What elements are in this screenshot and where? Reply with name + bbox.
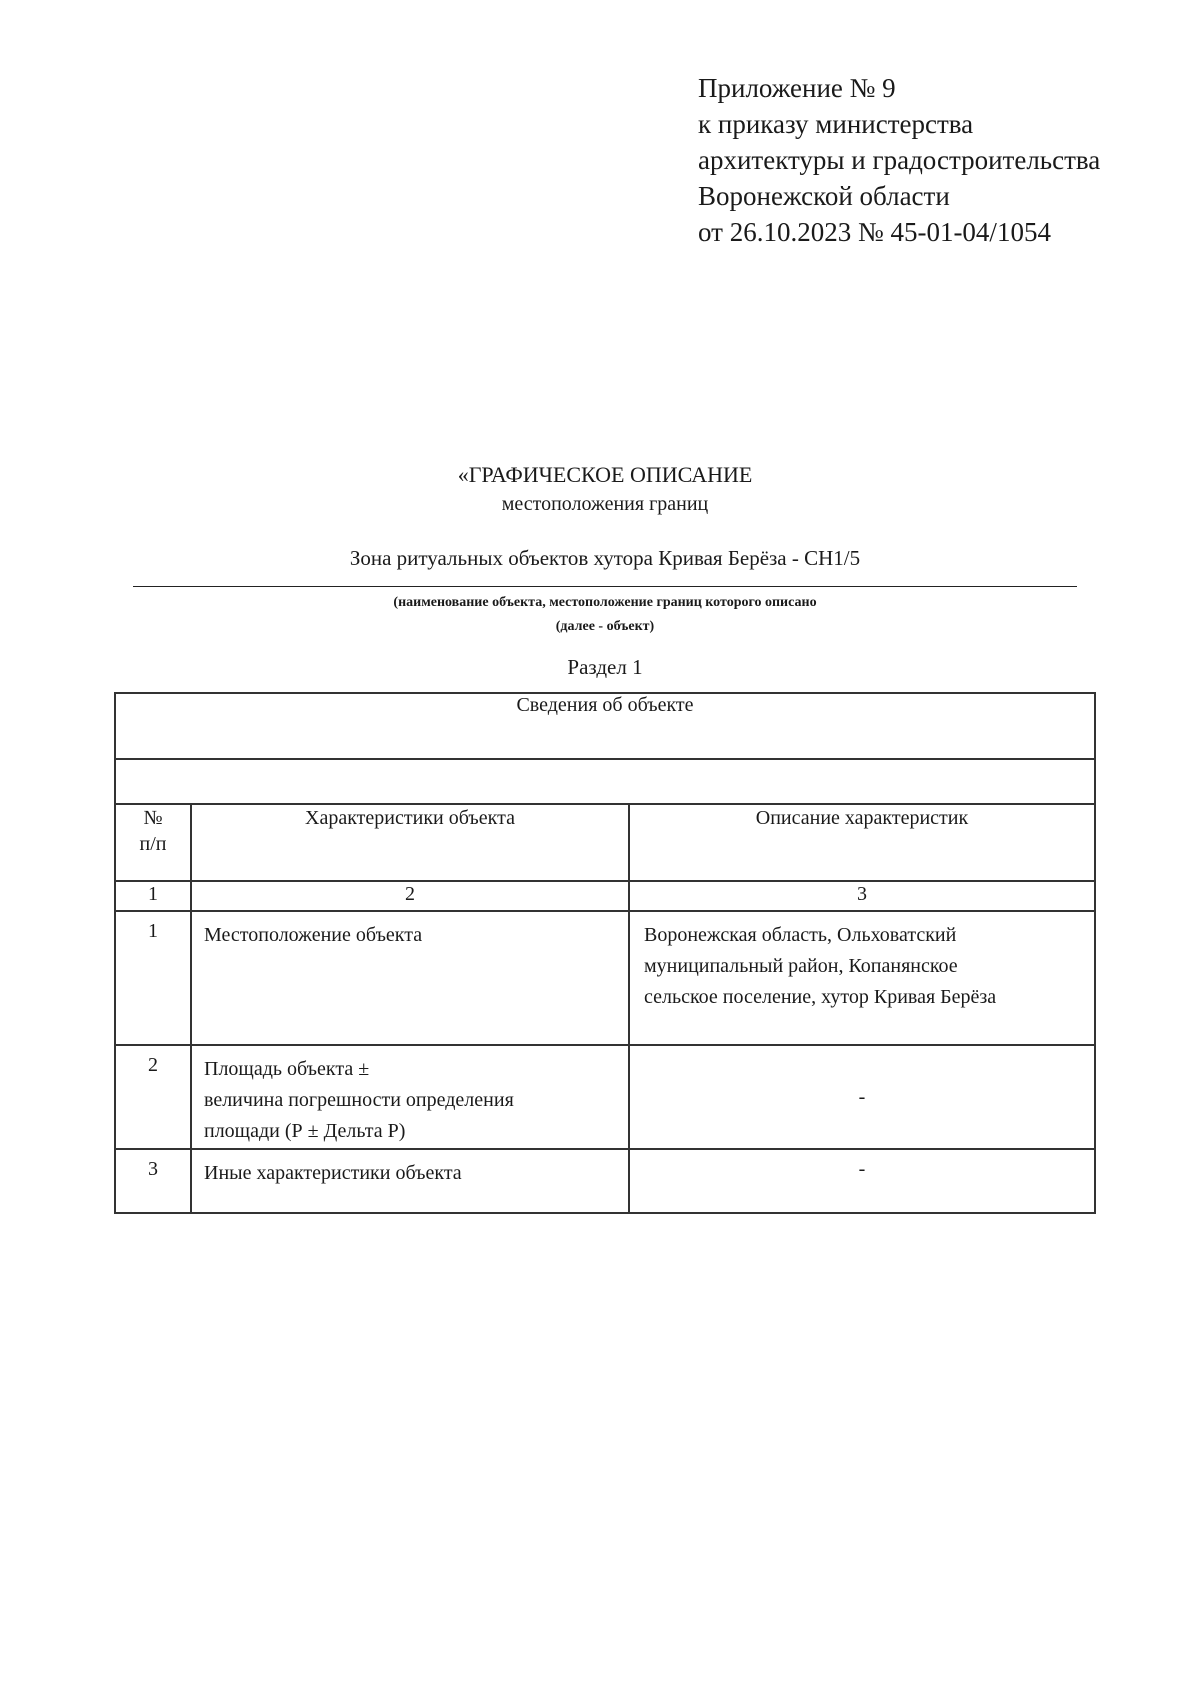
annex-order-line: к приказу министерства <box>698 109 974 139</box>
row-number: 3 <box>115 1149 191 1213</box>
row-number: 2 <box>115 1045 191 1149</box>
row-description-line: - <box>858 1158 866 1180</box>
document-title: «ГРАФИЧЕСКОЕ ОПИСАНИЕ <box>457 462 753 487</box>
table-row <box>115 911 1095 1045</box>
column-header-number <box>115 804 191 881</box>
empty-cell <box>115 759 1095 804</box>
object-name-underline <box>133 586 1077 587</box>
table-empty-row <box>115 759 1095 804</box>
annex-date-number: от 26.10.2023 № 45-01-04/1054 <box>698 217 1051 247</box>
row-characteristic-line: Иные характеристики объекта <box>204 1162 462 1184</box>
row-description-line: Воронежская область, Ольховатский <box>644 924 957 946</box>
row-description-line: - <box>858 1085 866 1108</box>
object-name: Зона ритуальных объектов хутора Кривая Берёза - СН1/5 <box>349 546 861 570</box>
table-title-row <box>115 693 1095 759</box>
row-characteristic <box>191 911 629 1045</box>
row-characteristic-line: площади (Р ± Дельта Р) <box>204 1120 406 1142</box>
table-row <box>115 1149 1095 1213</box>
row-characteristic <box>191 1149 629 1213</box>
annex-number: Приложение № 9 <box>698 73 896 103</box>
column-header-description: Описание характеристик <box>629 804 1095 881</box>
row-description <box>629 1149 1095 1213</box>
section-label: Раздел 1 <box>567 655 643 679</box>
table-row <box>115 1045 1095 1149</box>
table-index-row <box>115 881 1095 911</box>
row-description <box>629 911 1095 1045</box>
column-header-characteristics: Характеристики объекта <box>191 804 629 881</box>
row-description-line: сельское поселение, хутор Кривая Берёза <box>644 986 997 1008</box>
column-index-1: 1 <box>115 881 191 911</box>
annex-region-line: Воронежской области <box>698 181 950 211</box>
column-index-2: 2 <box>191 881 629 911</box>
row-characteristic-line: Площадь объекта ± <box>204 1058 370 1080</box>
row-characteristic-line: Местоположение объекта <box>204 924 423 946</box>
row-description-line: муниципальный район, Копанянское <box>644 955 958 977</box>
document-subtitle: местоположения границ <box>501 493 709 515</box>
row-characteristic-line: величина погрешности определения <box>204 1089 514 1111</box>
column-index-3: 3 <box>629 881 1095 911</box>
object-name-caption-2: (далее - объект) <box>555 619 655 634</box>
row-number: 1 <box>115 911 191 1045</box>
object-info-table <box>114 692 1096 1214</box>
annex-reference <box>698 70 1100 250</box>
row-description <box>629 1045 1095 1149</box>
row-characteristic <box>191 1045 629 1149</box>
column-header-number-line1: № <box>143 807 163 829</box>
table-title: Сведения об объекте <box>115 693 1095 759</box>
column-header-number-line2: п/п <box>139 833 167 855</box>
table-header-row <box>115 804 1095 881</box>
annex-ministry-line: архитектуры и градостроительства <box>698 145 1101 175</box>
object-name-caption: (наименование объекта, местоположение границ которого описано <box>393 595 817 610</box>
